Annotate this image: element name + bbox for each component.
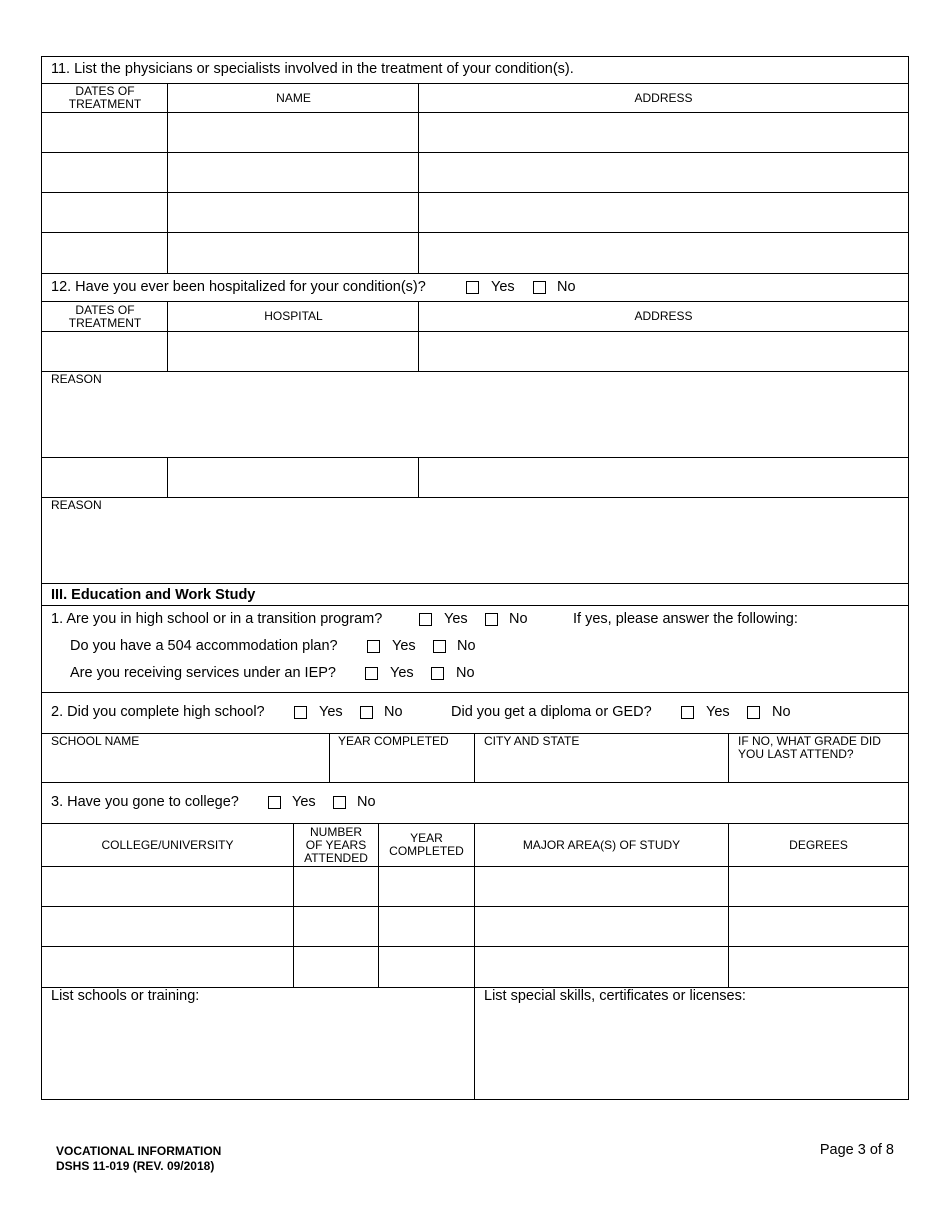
footer-form-number: DSHS 11-019 (REV. 09/2018) xyxy=(56,1159,215,1173)
s3-q1-plan-no-label: No xyxy=(457,638,476,654)
s3-q2-diploma-yes-checkbox[interactable] xyxy=(681,706,694,719)
s3-q1-iep-yes-label: Yes xyxy=(390,665,414,681)
s3-q2-col-city: CITY AND STATE xyxy=(484,734,580,748)
s3-q3-row2-degrees-field[interactable] xyxy=(729,907,908,946)
q11-row4-dates-field[interactable] xyxy=(42,233,167,273)
q11-row1-address-field[interactable] xyxy=(419,113,908,152)
s3-q2-diploma-question: Did you get a diploma or GED? xyxy=(451,704,652,720)
s3-q3-row3-years-field[interactable] xyxy=(294,947,378,987)
s3-q3-row1-degrees-field[interactable] xyxy=(729,867,908,906)
q12-row2-dates-field[interactable] xyxy=(42,458,167,497)
section-title: III. Education and Work Study xyxy=(51,587,256,603)
q11-row3-dates-field[interactable] xyxy=(42,193,167,232)
s3-q1-iep-yes-checkbox[interactable] xyxy=(365,667,378,680)
q12-row2-hospital-field[interactable] xyxy=(168,458,418,497)
schools-label: List schools or training: xyxy=(51,988,200,1004)
s3-q1-no-label: No xyxy=(509,611,528,627)
s3-q3-row1-college-field[interactable] xyxy=(42,867,293,906)
q11-row3-name-field[interactable] xyxy=(168,193,418,232)
q11-row2-name-field[interactable] xyxy=(168,153,418,192)
s3-q2-city-field[interactable] xyxy=(475,750,728,782)
s3-q3-row3-degrees-field[interactable] xyxy=(729,947,908,987)
q12-reason-field-1[interactable] xyxy=(42,388,908,457)
s3-q3-row3-college-field[interactable] xyxy=(42,947,293,987)
s3-q3-no-checkbox[interactable] xyxy=(333,796,346,809)
s3-q3-question: 3. Have you gone to college? xyxy=(51,794,239,810)
q11-row1-name-field[interactable] xyxy=(168,113,418,152)
s3-q1-iep-no-checkbox[interactable] xyxy=(431,667,444,680)
q12-reason-label-1: REASON xyxy=(51,372,102,386)
s3-q3-col-year-completed: YEAR COMPLETED xyxy=(389,831,464,858)
q12-no-checkbox[interactable] xyxy=(533,281,546,294)
s3-q2-yes-checkbox[interactable] xyxy=(294,706,307,719)
s3-q3-row1-years-field[interactable] xyxy=(294,867,378,906)
q12-col-address: ADDRESS xyxy=(634,309,693,323)
s3-q2-question: 2. Did you complete high school? xyxy=(51,704,265,720)
s3-q2-col-grade: IF NO, WHAT GRADE DID YOU LAST ATTEND? xyxy=(738,734,881,761)
s3-q1-plan-yes-checkbox[interactable] xyxy=(367,640,380,653)
s3-q3-row2-major-field[interactable] xyxy=(475,907,728,946)
q12-yes-checkbox[interactable] xyxy=(466,281,479,294)
s3-q2-yes-label: Yes xyxy=(319,704,343,720)
q11-col-name: NAME xyxy=(276,90,311,105)
q11-row4-address-field[interactable] xyxy=(419,233,908,273)
s3-q1-no-checkbox[interactable] xyxy=(485,613,498,626)
s3-q2-diploma-no-checkbox[interactable] xyxy=(747,706,760,719)
s3-q2-diploma-yes-label: Yes xyxy=(706,704,730,720)
s3-q1-followup: If yes, please answer the following: xyxy=(573,611,798,627)
s3-q2-no-checkbox[interactable] xyxy=(360,706,373,719)
s3-q3-row2-years-field[interactable] xyxy=(294,907,378,946)
q12-col-dates: DATES OF TREATMENT xyxy=(68,302,142,330)
q11-row2-address-field[interactable] xyxy=(419,153,908,192)
q12-col-hospital: HOSPITAL xyxy=(264,309,323,323)
q12-yes-label: Yes xyxy=(491,279,515,295)
s3-q1-question: 1. Are you in high school or in a transition program? xyxy=(51,611,383,627)
skills-label: List special skills, certificates or licenses: xyxy=(484,988,746,1004)
s3-q3-row3-year-field[interactable] xyxy=(379,947,474,987)
q11-col-address: ADDRESS xyxy=(634,90,693,105)
q11-row4-name-field[interactable] xyxy=(168,233,418,273)
s3-q3-col-college: COLLEGE/UNIVERSITY xyxy=(101,837,234,852)
s3-q2-col-year: YEAR COMPLETED xyxy=(338,734,449,748)
s3-q2-year-field[interactable] xyxy=(330,750,474,782)
q11-row1-dates-field[interactable] xyxy=(42,113,167,152)
s3-q2-col-school: SCHOOL NAME xyxy=(51,734,140,748)
s3-q1-plan-yes-label: Yes xyxy=(392,638,416,654)
s3-q1-iep-question: Are you receiving services under an IEP? xyxy=(70,665,336,681)
q12-reason-field-2[interactable] xyxy=(42,514,908,583)
schools-field[interactable] xyxy=(42,1006,474,1099)
s3-q3-yes-label: Yes xyxy=(292,794,316,810)
s3-q1-yes-label: Yes xyxy=(444,611,468,627)
s3-q1-yes-checkbox[interactable] xyxy=(419,613,432,626)
q11-row2-dates-field[interactable] xyxy=(42,153,167,192)
s3-q3-row3-major-field[interactable] xyxy=(475,947,728,987)
s3-q3-col-years: NUMBER OF YEARS ATTENDED xyxy=(304,824,368,865)
s3-q3-row2-year-field[interactable] xyxy=(379,907,474,946)
s3-q3-col-degrees: DEGREES xyxy=(789,837,848,852)
q11-col-dates: DATES OF TREATMENT xyxy=(68,84,142,111)
skills-field[interactable] xyxy=(475,1006,908,1099)
q12-no-label: No xyxy=(557,279,576,295)
footer-form-title: VOCATIONAL INFORMATION xyxy=(56,1144,222,1158)
q12-row1-hospital-field[interactable] xyxy=(168,332,418,371)
q12-row1-dates-field[interactable] xyxy=(42,332,167,371)
s3-q3-row1-year-field[interactable] xyxy=(379,867,474,906)
q12-question: 12. Have you ever been hospitalized for your condition(s)? xyxy=(51,279,426,295)
q12-row2-address-field[interactable] xyxy=(419,458,908,497)
s3-q3-yes-checkbox[interactable] xyxy=(268,796,281,809)
s3-q1-plan-no-checkbox[interactable] xyxy=(433,640,446,653)
s3-q3-row2-college-field[interactable] xyxy=(42,907,293,946)
q12-row1-address-field[interactable] xyxy=(419,332,908,371)
q12-reason-label-2: REASON xyxy=(51,498,102,512)
s3-q1-iep-no-label: No xyxy=(456,665,475,681)
s3-q2-diploma-no-label: No xyxy=(772,704,791,720)
s3-q2-school-field[interactable] xyxy=(42,750,329,782)
q11-row3-address-field[interactable] xyxy=(419,193,908,232)
s3-q2-grade-field[interactable] xyxy=(729,763,908,782)
s3-q3-row1-major-field[interactable] xyxy=(475,867,728,906)
q11-question: 11. List the physicians or specialists involved in the treatment of your condition(s). xyxy=(51,61,574,77)
s3-q3-col-major: MAJOR AREA(S) OF STUDY xyxy=(522,837,681,852)
s3-q1-plan-question: Do you have a 504 accommodation plan? xyxy=(70,638,338,654)
s3-q3-no-label: No xyxy=(357,794,376,810)
s3-q2-no-label: No xyxy=(384,704,403,720)
footer-page-number: Page 3 of 8 xyxy=(819,1142,894,1158)
